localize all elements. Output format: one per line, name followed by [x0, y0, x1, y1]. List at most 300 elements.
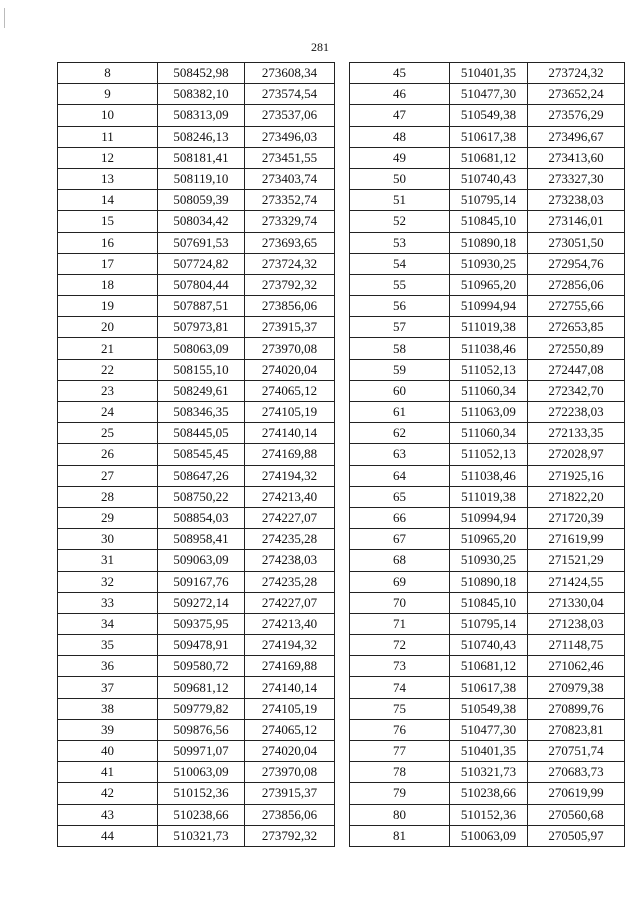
y-coordinate-cell: 271424,55	[528, 571, 625, 592]
point-number-cell: 12	[58, 147, 158, 168]
point-number-cell: 27	[58, 465, 158, 486]
point-number-cell: 69	[350, 571, 450, 592]
table-row	[350, 486, 625, 507]
y-coordinate-cell: 273652,24	[528, 84, 625, 105]
x-coordinate-cell: 509971,07	[158, 741, 245, 762]
point-number-cell: 58	[350, 338, 450, 359]
y-coordinate-cell: 274227,07	[245, 507, 335, 528]
table-row	[58, 147, 335, 168]
y-coordinate-cell: 273724,32	[245, 253, 335, 274]
point-number-cell: 20	[58, 317, 158, 338]
y-coordinate-cell: 274105,19	[245, 698, 335, 719]
point-number-cell: 80	[350, 804, 450, 825]
y-coordinate-cell: 274105,19	[245, 402, 335, 423]
table-row	[58, 656, 335, 677]
table-row	[58, 698, 335, 719]
table-row	[350, 529, 625, 550]
table-row	[350, 84, 625, 105]
page-number: 281	[311, 40, 329, 54]
table-row	[350, 465, 625, 486]
table-row	[58, 380, 335, 401]
point-number-cell: 56	[350, 296, 450, 317]
point-number-cell: 47	[350, 105, 450, 126]
table-row	[350, 274, 625, 295]
y-coordinate-cell: 272856,06	[528, 274, 625, 295]
point-number-cell: 73	[350, 656, 450, 677]
point-number-cell: 40	[58, 741, 158, 762]
x-coordinate-cell: 507804,44	[158, 274, 245, 295]
table-row	[350, 507, 625, 528]
x-coordinate-cell: 511052,13	[450, 444, 528, 465]
point-number-cell: 19	[58, 296, 158, 317]
y-coordinate-cell: 270899,76	[528, 698, 625, 719]
y-coordinate-cell: 273451,55	[245, 147, 335, 168]
table-row	[350, 719, 625, 740]
x-coordinate-cell: 508958,41	[158, 529, 245, 550]
x-coordinate-cell: 510965,20	[450, 274, 528, 295]
coordinates-table-left	[57, 62, 335, 847]
x-coordinate-cell: 511063,09	[450, 402, 528, 423]
x-coordinate-cell: 511019,38	[450, 317, 528, 338]
y-coordinate-cell: 273792,32	[245, 274, 335, 295]
x-coordinate-cell: 508313,09	[158, 105, 245, 126]
table-row	[58, 105, 335, 126]
x-coordinate-cell: 508063,09	[158, 338, 245, 359]
y-coordinate-cell: 274020,04	[245, 359, 335, 380]
point-number-cell: 67	[350, 529, 450, 550]
point-number-cell: 74	[350, 677, 450, 698]
point-number-cell: 45	[350, 63, 450, 84]
x-coordinate-cell: 508445,05	[158, 423, 245, 444]
point-number-cell: 66	[350, 507, 450, 528]
y-coordinate-cell: 273915,37	[245, 783, 335, 804]
table-row	[58, 592, 335, 613]
point-number-cell: 68	[350, 550, 450, 571]
x-coordinate-cell: 508346,35	[158, 402, 245, 423]
table-row	[350, 677, 625, 698]
table-row	[350, 550, 625, 571]
table-row	[58, 719, 335, 740]
point-number-cell: 59	[350, 359, 450, 380]
scan-margin-mark	[4, 8, 5, 28]
table-row	[58, 274, 335, 295]
point-number-cell: 16	[58, 232, 158, 253]
x-coordinate-cell: 510845,10	[450, 211, 528, 232]
table-row	[58, 253, 335, 274]
y-coordinate-cell: 274140,14	[245, 423, 335, 444]
x-coordinate-cell: 509063,09	[158, 550, 245, 571]
y-coordinate-cell: 273792,32	[245, 825, 335, 846]
y-coordinate-cell: 272447,08	[528, 359, 625, 380]
y-coordinate-cell: 272755,66	[528, 296, 625, 317]
table-row	[350, 317, 625, 338]
table-row	[350, 804, 625, 825]
y-coordinate-cell: 274213,40	[245, 486, 335, 507]
point-number-cell: 38	[58, 698, 158, 719]
table-row	[350, 380, 625, 401]
y-coordinate-cell: 274194,32	[245, 465, 335, 486]
point-number-cell: 32	[58, 571, 158, 592]
x-coordinate-cell: 510063,09	[450, 825, 528, 846]
y-coordinate-cell: 273327,30	[528, 168, 625, 189]
table-row	[350, 741, 625, 762]
y-coordinate-cell: 273413,60	[528, 147, 625, 168]
table-row	[350, 147, 625, 168]
y-coordinate-cell: 274194,32	[245, 635, 335, 656]
point-number-cell: 34	[58, 613, 158, 634]
y-coordinate-cell: 274213,40	[245, 613, 335, 634]
point-number-cell: 48	[350, 126, 450, 147]
point-number-cell: 76	[350, 719, 450, 740]
table-row	[350, 783, 625, 804]
x-coordinate-cell: 510238,66	[158, 804, 245, 825]
table-row	[58, 550, 335, 571]
table-row	[58, 232, 335, 253]
point-number-cell: 41	[58, 762, 158, 783]
table-row	[350, 126, 625, 147]
y-coordinate-cell: 270823,81	[528, 719, 625, 740]
x-coordinate-cell: 508647,26	[158, 465, 245, 486]
y-coordinate-cell: 270683,73	[528, 762, 625, 783]
x-coordinate-cell: 510321,73	[450, 762, 528, 783]
x-coordinate-cell: 510063,09	[158, 762, 245, 783]
point-number-cell: 64	[350, 465, 450, 486]
table-row	[58, 444, 335, 465]
point-number-cell: 75	[350, 698, 450, 719]
x-coordinate-cell: 511052,13	[450, 359, 528, 380]
table-row	[58, 211, 335, 232]
x-coordinate-cell: 510740,43	[450, 635, 528, 656]
point-number-cell: 52	[350, 211, 450, 232]
x-coordinate-cell: 510681,12	[450, 656, 528, 677]
point-number-cell: 50	[350, 168, 450, 189]
y-coordinate-cell: 271925,16	[528, 465, 625, 486]
point-number-cell: 61	[350, 402, 450, 423]
point-number-cell: 21	[58, 338, 158, 359]
table-row	[350, 656, 625, 677]
x-coordinate-cell: 509779,82	[158, 698, 245, 719]
table-row	[58, 741, 335, 762]
y-coordinate-cell: 274235,28	[245, 571, 335, 592]
point-number-cell: 26	[58, 444, 158, 465]
table-row	[350, 402, 625, 423]
table-row	[58, 613, 335, 634]
point-number-cell: 44	[58, 825, 158, 846]
x-coordinate-cell: 507973,81	[158, 317, 245, 338]
x-coordinate-cell: 508246,13	[158, 126, 245, 147]
x-coordinate-cell: 510740,43	[450, 168, 528, 189]
y-coordinate-cell: 270505,97	[528, 825, 625, 846]
x-coordinate-cell: 510795,14	[450, 613, 528, 634]
point-number-cell: 42	[58, 783, 158, 804]
y-coordinate-cell: 271062,46	[528, 656, 625, 677]
table-row	[58, 402, 335, 423]
y-coordinate-cell: 272028,97	[528, 444, 625, 465]
x-coordinate-cell: 510477,30	[450, 719, 528, 740]
x-coordinate-cell: 509478,91	[158, 635, 245, 656]
table-row	[350, 592, 625, 613]
point-number-cell: 55	[350, 274, 450, 295]
x-coordinate-cell: 510994,94	[450, 296, 528, 317]
point-number-cell: 31	[58, 550, 158, 571]
point-number-cell: 51	[350, 190, 450, 211]
x-coordinate-cell: 511060,34	[450, 380, 528, 401]
x-coordinate-cell: 508545,45	[158, 444, 245, 465]
y-coordinate-cell: 271822,20	[528, 486, 625, 507]
point-number-cell: 81	[350, 825, 450, 846]
table-row	[58, 190, 335, 211]
point-number-cell: 30	[58, 529, 158, 550]
table-row	[350, 359, 625, 380]
y-coordinate-cell: 271720,39	[528, 507, 625, 528]
table-row	[58, 571, 335, 592]
x-coordinate-cell: 507724,82	[158, 253, 245, 274]
table-row	[350, 423, 625, 444]
table-row	[350, 168, 625, 189]
x-coordinate-cell: 510401,35	[450, 63, 528, 84]
y-coordinate-cell: 272653,85	[528, 317, 625, 338]
y-coordinate-cell: 273051,50	[528, 232, 625, 253]
y-coordinate-cell: 273608,34	[245, 63, 335, 84]
y-coordinate-cell: 274235,28	[245, 529, 335, 550]
y-coordinate-cell: 271148,75	[528, 635, 625, 656]
x-coordinate-cell: 510795,14	[450, 190, 528, 211]
table-row	[58, 804, 335, 825]
table-row	[58, 783, 335, 804]
y-coordinate-cell: 273574,54	[245, 84, 335, 105]
y-coordinate-cell: 272954,76	[528, 253, 625, 274]
point-number-cell: 33	[58, 592, 158, 613]
table-row	[350, 571, 625, 592]
point-number-cell: 39	[58, 719, 158, 740]
point-number-cell: 57	[350, 317, 450, 338]
point-number-cell: 28	[58, 486, 158, 507]
y-coordinate-cell: 272238,03	[528, 402, 625, 423]
point-number-cell: 17	[58, 253, 158, 274]
table-row	[350, 232, 625, 253]
table-row	[350, 211, 625, 232]
point-number-cell: 70	[350, 592, 450, 613]
y-coordinate-cell: 273693,65	[245, 232, 335, 253]
table-row	[58, 486, 335, 507]
y-coordinate-cell: 274169,88	[245, 444, 335, 465]
y-coordinate-cell: 272550,89	[528, 338, 625, 359]
point-number-cell: 35	[58, 635, 158, 656]
x-coordinate-cell: 508750,22	[158, 486, 245, 507]
point-number-cell: 63	[350, 444, 450, 465]
table-row	[58, 338, 335, 359]
table-row	[350, 63, 625, 84]
y-coordinate-cell: 271330,04	[528, 592, 625, 613]
x-coordinate-cell: 510401,35	[450, 741, 528, 762]
point-number-cell: 22	[58, 359, 158, 380]
point-number-cell: 71	[350, 613, 450, 634]
x-coordinate-cell: 511060,34	[450, 423, 528, 444]
point-number-cell: 54	[350, 253, 450, 274]
point-number-cell: 78	[350, 762, 450, 783]
point-number-cell: 25	[58, 423, 158, 444]
table-row	[350, 296, 625, 317]
table-row	[58, 635, 335, 656]
y-coordinate-cell: 272342,70	[528, 380, 625, 401]
table-row	[350, 635, 625, 656]
table-row	[58, 168, 335, 189]
y-coordinate-cell: 273403,74	[245, 168, 335, 189]
y-coordinate-cell: 273496,03	[245, 126, 335, 147]
table-row	[350, 762, 625, 783]
x-coordinate-cell: 508382,10	[158, 84, 245, 105]
y-coordinate-cell: 273856,06	[245, 804, 335, 825]
point-number-cell: 53	[350, 232, 450, 253]
x-coordinate-cell: 510549,38	[450, 105, 528, 126]
y-coordinate-cell: 271619,99	[528, 529, 625, 550]
y-coordinate-cell: 273329,74	[245, 211, 335, 232]
x-coordinate-cell: 510477,30	[450, 84, 528, 105]
x-coordinate-cell: 510152,36	[158, 783, 245, 804]
y-coordinate-cell: 270560,68	[528, 804, 625, 825]
y-coordinate-cell: 274065,12	[245, 719, 335, 740]
x-coordinate-cell: 510845,10	[450, 592, 528, 613]
point-number-cell: 29	[58, 507, 158, 528]
x-coordinate-cell: 510238,66	[450, 783, 528, 804]
table-row	[350, 105, 625, 126]
table-row	[58, 317, 335, 338]
table-row	[58, 507, 335, 528]
table-row	[58, 465, 335, 486]
table-row	[58, 762, 335, 783]
x-coordinate-cell: 510681,12	[450, 147, 528, 168]
x-coordinate-cell: 511038,46	[450, 465, 528, 486]
x-coordinate-cell: 509876,56	[158, 719, 245, 740]
y-coordinate-cell: 274238,03	[245, 550, 335, 571]
table-row	[350, 253, 625, 274]
table-row	[58, 359, 335, 380]
point-number-cell: 79	[350, 783, 450, 804]
table-row	[350, 444, 625, 465]
x-coordinate-cell: 510994,94	[450, 507, 528, 528]
x-coordinate-cell: 510930,25	[450, 253, 528, 274]
point-number-cell: 37	[58, 677, 158, 698]
x-coordinate-cell: 508452,98	[158, 63, 245, 84]
point-number-cell: 43	[58, 804, 158, 825]
y-coordinate-cell: 273146,01	[528, 211, 625, 232]
y-coordinate-cell: 274140,14	[245, 677, 335, 698]
x-coordinate-cell: 508059,39	[158, 190, 245, 211]
x-coordinate-cell: 510321,73	[158, 825, 245, 846]
y-coordinate-cell: 273970,08	[245, 338, 335, 359]
point-number-cell: 24	[58, 402, 158, 423]
point-number-cell: 9	[58, 84, 158, 105]
y-coordinate-cell: 270619,99	[528, 783, 625, 804]
table-row	[58, 296, 335, 317]
x-coordinate-cell: 507887,51	[158, 296, 245, 317]
y-coordinate-cell: 272133,35	[528, 423, 625, 444]
point-number-cell: 8	[58, 63, 158, 84]
table-row	[58, 126, 335, 147]
y-coordinate-cell: 273496,67	[528, 126, 625, 147]
point-number-cell: 65	[350, 486, 450, 507]
x-coordinate-cell: 509580,72	[158, 656, 245, 677]
y-coordinate-cell: 271238,03	[528, 613, 625, 634]
x-coordinate-cell: 508034,42	[158, 211, 245, 232]
x-coordinate-cell: 510930,25	[450, 550, 528, 571]
y-coordinate-cell: 270979,38	[528, 677, 625, 698]
y-coordinate-cell: 270751,74	[528, 741, 625, 762]
y-coordinate-cell: 274020,04	[245, 741, 335, 762]
table-row	[58, 84, 335, 105]
x-coordinate-cell: 508155,10	[158, 359, 245, 380]
y-coordinate-cell: 271521,29	[528, 550, 625, 571]
point-number-cell: 46	[350, 84, 450, 105]
y-coordinate-cell: 273352,74	[245, 190, 335, 211]
point-number-cell: 62	[350, 423, 450, 444]
coordinates-table-right	[349, 62, 625, 847]
point-number-cell: 11	[58, 126, 158, 147]
x-coordinate-cell: 508249,61	[158, 380, 245, 401]
x-coordinate-cell: 510965,20	[450, 529, 528, 550]
point-number-cell: 15	[58, 211, 158, 232]
y-coordinate-cell: 274227,07	[245, 592, 335, 613]
table-row	[58, 825, 335, 846]
x-coordinate-cell: 510549,38	[450, 698, 528, 719]
x-coordinate-cell: 510617,38	[450, 677, 528, 698]
point-number-cell: 60	[350, 380, 450, 401]
x-coordinate-cell: 509167,76	[158, 571, 245, 592]
y-coordinate-cell: 273970,08	[245, 762, 335, 783]
x-coordinate-cell: 509375,95	[158, 613, 245, 634]
x-coordinate-cell: 510152,36	[450, 804, 528, 825]
table-row	[350, 338, 625, 359]
y-coordinate-cell: 273856,06	[245, 296, 335, 317]
table-row	[58, 529, 335, 550]
x-coordinate-cell: 511019,38	[450, 486, 528, 507]
point-number-cell: 36	[58, 656, 158, 677]
x-coordinate-cell: 508119,10	[158, 168, 245, 189]
point-number-cell: 49	[350, 147, 450, 168]
point-number-cell: 10	[58, 105, 158, 126]
table-row	[58, 677, 335, 698]
x-coordinate-cell: 507691,53	[158, 232, 245, 253]
point-number-cell: 18	[58, 274, 158, 295]
y-coordinate-cell: 273576,29	[528, 105, 625, 126]
table-row	[350, 613, 625, 634]
x-coordinate-cell: 509272,14	[158, 592, 245, 613]
x-coordinate-cell: 508181,41	[158, 147, 245, 168]
table-row	[58, 423, 335, 444]
y-coordinate-cell: 273724,32	[528, 63, 625, 84]
x-coordinate-cell: 510617,38	[450, 126, 528, 147]
y-coordinate-cell: 273537,06	[245, 105, 335, 126]
point-number-cell: 13	[58, 168, 158, 189]
point-number-cell: 77	[350, 741, 450, 762]
table-row	[350, 698, 625, 719]
table-row	[350, 190, 625, 211]
point-number-cell: 72	[350, 635, 450, 656]
x-coordinate-cell: 510890,18	[450, 571, 528, 592]
y-coordinate-cell: 274065,12	[245, 380, 335, 401]
point-number-cell: 23	[58, 380, 158, 401]
x-coordinate-cell: 510890,18	[450, 232, 528, 253]
y-coordinate-cell: 273915,37	[245, 317, 335, 338]
y-coordinate-cell: 274169,88	[245, 656, 335, 677]
x-coordinate-cell: 508854,03	[158, 507, 245, 528]
point-number-cell: 14	[58, 190, 158, 211]
table-row	[350, 825, 625, 846]
x-coordinate-cell: 511038,46	[450, 338, 528, 359]
x-coordinate-cell: 509681,12	[158, 677, 245, 698]
table-row	[58, 63, 335, 84]
y-coordinate-cell: 273238,03	[528, 190, 625, 211]
